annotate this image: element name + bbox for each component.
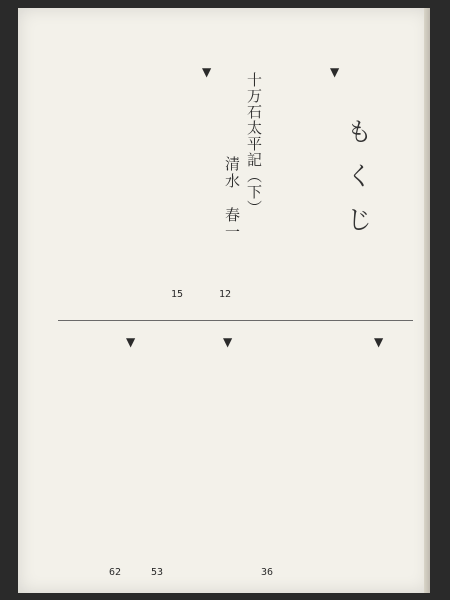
section-marker: ▼	[202, 65, 212, 79]
book-title: 十万石太平記（下）	[245, 72, 263, 216]
section-marker: ▼	[223, 335, 233, 349]
page-number: 62	[108, 567, 122, 578]
page-number: 15	[170, 289, 184, 300]
page-number: 53	[150, 567, 164, 578]
contents-heading: もくじ	[342, 118, 372, 250]
book-author: 清水 春一	[223, 156, 241, 241]
page-number: 12	[218, 289, 232, 300]
page-edge	[424, 8, 430, 593]
section-marker: ▼	[126, 335, 136, 349]
section-marker: ▼	[374, 335, 384, 349]
contents-page	[18, 8, 430, 593]
section-divider	[58, 320, 413, 321]
page-number: 36	[260, 567, 274, 578]
section-marker: ▼	[330, 65, 340, 79]
